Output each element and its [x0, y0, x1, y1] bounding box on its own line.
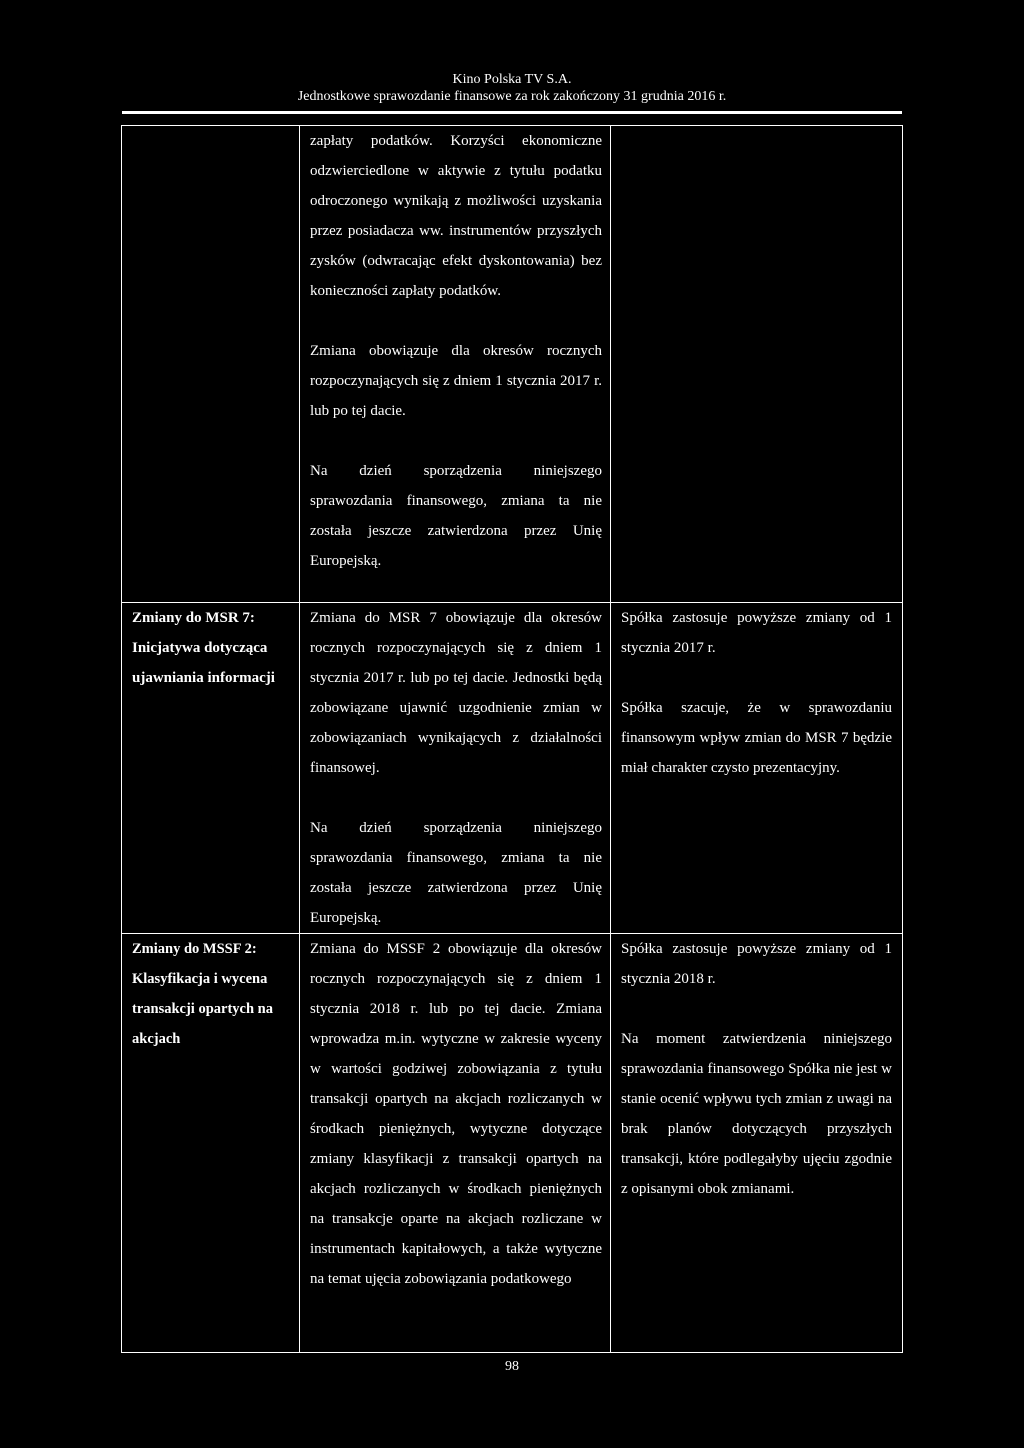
table-row	[122, 126, 903, 603]
impact-paragraph: Spółka zastosuje powyższe zmiany od 1 stycznia 2018 r.	[621, 941, 892, 987]
page-header	[0, 71, 1024, 105]
table-row	[122, 603, 903, 934]
description-paragraph: Zmiana obowiązuje dla okresów rocznych rozpoczynających się z dniem 1 stycznia 2017 r. lub po tej dacie.	[310, 343, 602, 419]
description-paragraph: Na dzień sporządzenia niniejszego sprawozdania finansowego, zmiana ta nie została jeszcze zatwierdzona przez Unię Europejską.	[310, 820, 602, 926]
change-description-cell	[300, 603, 611, 934]
impact-cell	[611, 603, 903, 934]
impact-paragraph: Na moment zatwierdzenia niniejszego sprawozdania finansowego Spółka nie jest w stanie ocenić wpływu tych zmian z uwagi na brak planów dotyczących przyszłych transakcji, które podlegałyby ujęciu zgodnie z opisanymi obok zmianami.	[621, 1031, 892, 1197]
change-description-cell	[300, 126, 611, 603]
impact-cell	[611, 126, 903, 603]
description-paragraph: Zmiana do MSR 7 obowiązuje dla okresów rocznych rozpoczynających się z dniem 1 stycznia 2017 r. lub po tej dacie. Jednostki będą zobowiązane ujawnić uzgodnienie zmian w zobowiązaniach wynikających z działalności finansowej.	[310, 610, 602, 776]
impact-paragraph: Spółka szacuje, że w sprawozdaniu finansowym wpływ zmian do MSR 7 będzie miał charakter czysto prezentacyjny.	[621, 700, 892, 776]
standards-changes-table	[121, 125, 903, 1353]
impact-cell	[611, 934, 903, 1353]
standard-name-cell	[122, 126, 300, 603]
standard-name-cell: Zmiany do MSR 7: Inicjatywa dotycząca ujawniania informacji	[122, 603, 300, 934]
impact-paragraph: Spółka zastosuje powyższe zmiany od 1 stycznia 2017 r.	[621, 610, 892, 656]
description-paragraph: zapłaty podatków. Korzyści ekonomiczne odzwierciedlone w aktywie z tytułu podatku odroczonego wynikają z możliwości uzyskania przez posiadacza ww. instrumentów przyszłych zysków (odwracając efekt dyskontowania) bez konieczności zapłaty podatków.	[310, 133, 602, 299]
table-row	[122, 934, 903, 1353]
description-paragraph: Zmiana do MSSF 2 obowiązuje dla okresów rocznych rozpoczynających się z dniem 1 stycznia 2018 r. lub po tej dacie. Zmiana wprowadza m.in. wytyczne w zakresie wyceny w wartości godziwej zobowiązania z tytułu transakcji opartych na akcjach rozliczanych w środkach pieniężnych, wytyczne dotyczące zmiany klasyfikacji z transakcji opartych na akcjach rozliczanych w środkach pieniężnych na transakcje oparte na akcjach rozliczane w instrumentach kapitałowych, a także wytyczne na temat ujęcia zobowiązania podatkowego	[310, 941, 602, 1287]
page-number: 98	[505, 1359, 519, 1374]
report-title: Jednostkowe sprawozdanie finansowe za rok zakończony 31 grudnia 2016 r.	[297, 89, 727, 104]
company-name: Kino Polska TV S.A.	[452, 72, 572, 87]
header-divider	[122, 111, 902, 114]
change-description-cell	[300, 934, 611, 1353]
standard-name-cell: Zmiany do MSSF 2: Klasyfikacja i wycena transakcji opartych na akcjach	[122, 934, 300, 1353]
description-paragraph: Na dzień sporządzenia niniejszego sprawozdania finansowego, zmiana ta nie została jeszcze zatwierdzona przez Unię Europejską.	[310, 463, 602, 569]
